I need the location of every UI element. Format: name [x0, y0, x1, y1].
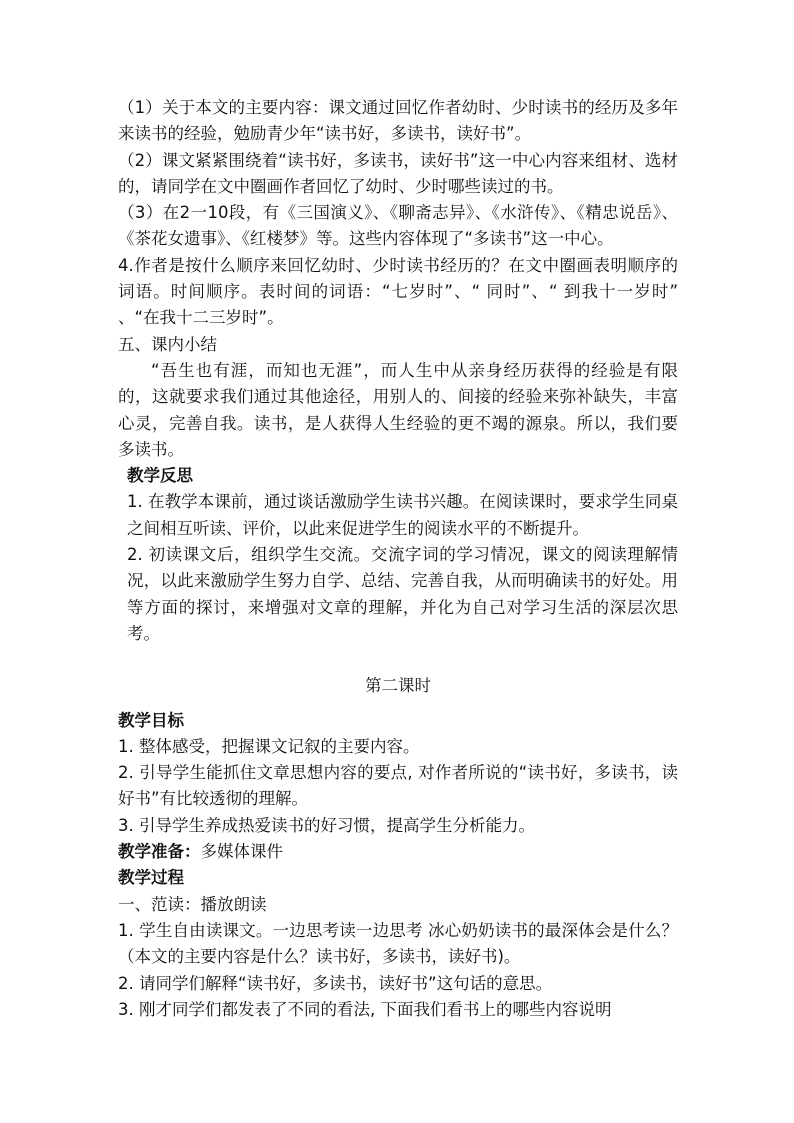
- paragraph-books-list: （3）在2一10段，有《三国演义》、《聊斋志异》、《水浒传》、《精忠说岳》、《茶花女遗事》、《红楼梦》等。这些内容体现了“多读书”这一中心。: [118, 203, 678, 249]
- paragraph-main-content: （1）关于本文的主要内容：课文通过回忆作者幼时、少时读书的经历及多年来读书的经验，勉励青少年“读书好，多读书，读好书”。: [118, 98, 678, 144]
- spacer: [118, 700, 678, 708]
- heading-teaching-goals: 教学目标: [118, 710, 184, 730]
- paragraph-time-order: 4.作者是按什么顺序来回忆幼时、少时读书经历的？在文中圈画表明顺序的词语。时间顺序。表时间的词语：“七岁时”、“ 同时”、“ 到我十一岁时” 、“在我十二三岁时”。: [118, 255, 678, 328]
- preparation-value: 多媒体课件: [200, 842, 283, 862]
- spacer: [118, 647, 678, 673]
- step-item-1: 1. 学生自由读课文。一边思考读一边思考 冰心奶奶读书的最深体会是什么？（本文的主要内容是什么？读书好，多读书，读好书)。: [118, 920, 678, 967]
- teaching-preparation: [118, 839, 678, 865]
- lesson-title: 第二课时: [365, 676, 431, 696]
- preparation-label: 教学准备：: [118, 842, 201, 862]
- goal-item-1: 1. 整体感受，把握课文记叙的主要内容。: [118, 736, 420, 756]
- reflection-item-2: 2. 初读课文后，组织学生交流。交流字词的学习情况，课文的阅读理解情况，以此来激励学生努力自学、总结、完善自我，从而明确读书的好处。用等方面的探讨，来增强对文章的理解，并化为自己对学习生活的深层次思考。: [127, 545, 678, 643]
- document-body: [118, 95, 678, 1023]
- heading-teaching-reflection: 教学反思: [127, 466, 193, 486]
- paragraph-summary: “吾生也有涯，而知也无涯”，而人生中从亲身经历获得的经验是有限的，这就要求我们通过其他途径，用别人的、间接的经验来弥补缺失，丰富心灵，完善自我。读书，是人获得人生经验的更不竭的源泉。所以，我们要多读书。: [118, 360, 678, 459]
- section-heading-summary: 五、课内小结: [118, 334, 217, 354]
- step-item-2: 2. 请同学们解释“读书好，多读书，读好书”这句话的意思。: [118, 973, 553, 993]
- paragraph-material-selection: （2）课文紧紧围绕着“读书好，多读书，读好书”这一中心内容来组材、选材的，请同学在文中圈画作者回忆了幼时、少时哪些读过的书。: [118, 150, 678, 196]
- reflection-item-1: 1. 在教学本课前，通过谈话激励学生读书兴趣。在阅读课时，要求学生同桌之间相互听读、评价，以此来促进学生的阅读水平的不断提升。: [127, 492, 678, 538]
- step-item-3: 3. 刚才同学们都发表了不同的看法, 下面我们看书上的哪些内容说明: [118, 999, 612, 1019]
- goal-item-2: 2. 引导学生能抓住文章思想内容的要点, 对作者所说的“读书好，多读书，读好书”有比较透彻的理解。: [118, 763, 678, 809]
- goal-item-3: 3. 引导学生养成热爱读书的好习惯，提高学生分析能力。: [118, 815, 535, 835]
- step-heading-reading: 一、范读：播放朗读: [118, 894, 267, 914]
- heading-teaching-process: 教学过程: [118, 868, 184, 888]
